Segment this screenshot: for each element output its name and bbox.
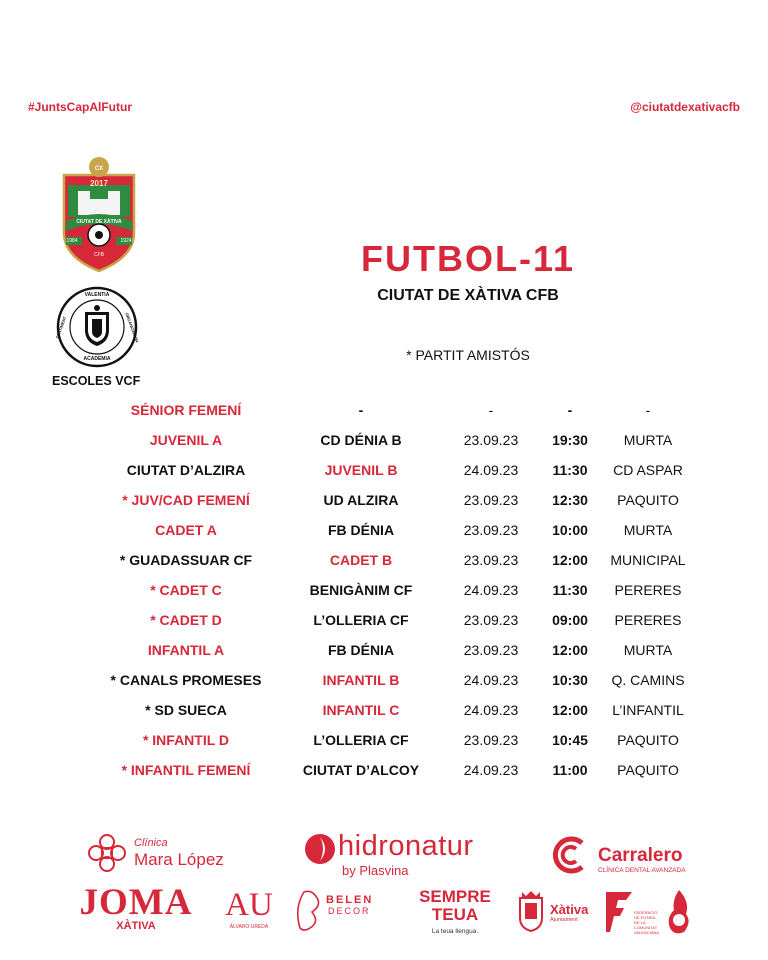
hashtag-text: #JuntsCapAlFutur [28,100,133,114]
match-time: 10:00 [552,522,588,538]
match-time: 11:30 [552,582,588,598]
vcf-ring-bottom: ACADEMIA [83,356,111,362]
social-handle[interactable]: @ciutatdexativacfb [630,100,740,114]
match-time: 09:00 [552,612,588,628]
crest-year: 2017 [90,179,108,188]
match-away-team: INFANTIL C [322,702,400,718]
match-date: 23.09.23 [463,432,519,448]
match-away-team: CADET B [329,552,393,568]
match-schedule [0,395,768,785]
match-date: 23.09.23 [463,492,519,508]
match-venue: - [645,402,651,418]
match-time: 12:00 [552,642,588,658]
match-away-team: L’OLLERIA CF [313,732,409,748]
match-date: 23.09.23 [463,522,519,538]
match-away-team: JUVENIL B [324,462,398,478]
match-row [0,395,768,425]
vcf-ring-left: SENTIMENT [54,315,68,340]
friendly-note: * PARTIT AMISTÓS [406,347,530,363]
match-away-team: INFANTIL B [322,672,400,688]
match-time: 12:30 [552,492,588,508]
ffcv-emblem-icon [604,886,634,936]
match-row [0,425,768,455]
match-row [0,515,768,545]
crest-club-name: CIUTAT DE XÀTIVA [76,219,122,225]
hidronatur-by: by Plasvina [342,863,409,878]
sempre-line2: TEUA [431,905,479,924]
hidronatur-drop-icon [304,833,336,865]
match-home-team: * CADET D [150,612,222,628]
ffcv-sub: FEDERACIÓ DE FUTBOL DE LA COMUNITAT VALENCIANA [634,910,660,935]
xativa-shield-icon [514,888,548,932]
clinica-name: Mara López [134,850,224,869]
match-away-team: BENIGÀNIM CF [309,582,413,598]
sponsor-hidronatur[interactable] [302,830,502,880]
page-title: FUTBOL-11 [360,238,575,279]
sempre-line1: SEMPRE [419,887,491,906]
match-home-team: CADET A [155,522,217,538]
sponsor-belen-decor[interactable] [290,888,390,934]
au-sub: ÁLVARO UREDA [229,924,269,930]
match-time: 11:00 [552,762,588,778]
match-row [0,695,768,725]
match-venue: MURTA [623,432,673,448]
belen-b-icon [290,888,330,934]
belen-line2: DECOR [328,906,371,916]
crest-refounded: 1924 [120,238,132,244]
match-time: 11:30 [552,462,588,478]
carralero-name: Carralero [598,845,683,866]
match-row [0,635,768,665]
match-home-team: * CADET C [150,582,222,598]
match-time: - [567,402,573,418]
match-home-team: INFANTIL A [147,642,225,658]
sempre-line3: La teua llengua. [431,928,479,935]
sponsor-joma[interactable] [74,882,198,936]
match-date: 24.09.23 [463,462,519,478]
match-time: 12:00 [552,552,588,568]
match-venue: Q. CAMINS [611,672,685,688]
match-row [0,545,768,575]
match-time: 12:00 [552,702,588,718]
match-row [0,485,768,515]
match-date: 23.09.23 [463,552,519,568]
au-name: AU [225,887,273,923]
match-away-team: UD ALZIRA [323,492,399,508]
hidronatur-name: hidronatur [338,830,474,862]
match-away-team: CD DÉNIA B [320,432,402,448]
match-row [0,455,768,485]
match-away-team: FB DÉNIA [327,642,395,658]
match-venue: MURTA [623,642,673,658]
match-venue: PAQUITO [617,762,679,778]
match-date: 24.09.23 [463,672,519,688]
crest-abbr: CFB [94,252,104,258]
match-date: 23.09.23 [463,642,519,658]
match-home-team: * GUADASSUAR CF [119,552,253,568]
match-row [0,575,768,605]
sponsor-clinica-mara-lopez[interactable] [86,833,236,873]
match-venue: CD ASPAR [613,462,683,478]
joma-name: JOMA [79,882,193,923]
sponsor-alvaro-ureda[interactable] [220,888,278,934]
match-venue: PAQUITO [617,492,679,508]
match-home-team: CIUTAT D’ALZIRA [126,462,246,478]
page-subtitle: CIUTAT DE XÀTIVA CFB [377,287,559,304]
match-home-team: * CANALS PROMESES [110,672,262,688]
vcf-ring-top: VALENTIA [84,292,110,298]
match-away-team: CIUTAT D’ALCOY [302,762,420,778]
vcf-ring-right: ORGANIZACIÓN [124,311,140,344]
clinica-label: Clínica [134,837,168,849]
match-home-team: * JUV/CAD FEMENÍ [122,492,250,508]
match-date: - [488,402,494,418]
xativa-name: Xàtiva [550,902,589,917]
carralero-tagline: CLÍNICA DENTAL AVANZADA [598,867,686,874]
match-date: 24.09.23 [463,702,519,718]
match-away-team: L’OLLERIA CF [313,612,409,628]
match-venue: L’INFANTIL [612,702,684,718]
joma-sub: XÀTIVA [116,920,156,932]
match-time: 10:30 [552,672,588,688]
crest-founded: 1984 [66,238,78,244]
sponsor-ajuntament-xativa[interactable] [514,888,596,934]
match-home-team: * SD SUECA [145,702,227,718]
match-home-team: SÉNIOR FEMENÍ [130,402,242,418]
match-row [0,605,768,635]
match-date: 24.09.23 [463,582,519,598]
match-venue: PAQUITO [617,732,679,748]
xativa-sub: Ajuntament [550,917,578,923]
carralero-c-icon [552,835,592,875]
match-home-team: * INFANTIL FEMENÍ [121,762,251,778]
belen-line1: BELEN [326,894,374,906]
match-away-team: - [358,402,364,418]
match-away-team: FB DÉNIA [327,522,395,538]
sponsor-ffcv[interactable] [604,886,660,938]
sponsor-sempre-teua[interactable] [410,888,500,938]
match-row [0,665,768,695]
crest-monogram: CX [94,166,104,172]
match-venue: PERERES [614,612,682,628]
match-date: 23.09.23 [463,612,519,628]
match-date: 24.09.23 [463,762,519,778]
match-home-team: JUVENIL A [149,432,223,448]
match-row [0,755,768,785]
clinica-flower-icon [86,833,128,873]
match-time: 19:30 [552,432,588,448]
match-venue: PERERES [614,582,682,598]
sponsor-cn-emblem[interactable] [664,888,694,936]
match-home-team: * INFANTIL D [142,732,230,748]
cn-flame-icon [664,888,694,936]
match-venue: MUNICIPAL [610,552,686,568]
escoles-label: ESCOLES VCF [52,374,141,388]
match-row [0,725,768,755]
sponsor-carralero[interactable] [552,835,702,877]
match-time: 10:45 [552,732,588,748]
match-date: 23.09.23 [463,732,519,748]
match-venue: MURTA [623,522,673,538]
